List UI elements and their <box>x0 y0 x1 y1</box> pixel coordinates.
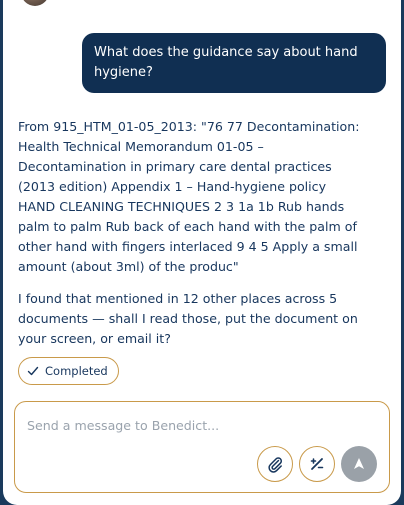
chat-panel <box>3 0 401 505</box>
avatar <box>21 0 49 6</box>
message-input[interactable] <box>27 414 367 436</box>
assistant-paragraph-followup: I found that mentioned in 12 other places across 5 documents — shall I read those, put the document on your screen, or email it? <box>18 291 358 346</box>
message-composer <box>14 401 390 493</box>
assistant-paragraph-quote: From 915_HTM_01-05_2013: "76 77 Decontamination: Health Technical Memorandum 01-05 – Decontamination in primary care dental practices (2013 edition) Appendix 1 – Hand-hygiene policy HAND CLEANING TECHNIQUES 2 3 1a 1b Rub hands palm to palm Rub back of each hand with the palm of other hand with fingers interlaced 9 4 5 Apply a small amount (about 3ml) of the produc" <box>18 119 360 274</box>
percent-tools-icon <box>308 455 326 473</box>
send-button[interactable] <box>341 446 377 482</box>
attach-button[interactable] <box>257 446 293 482</box>
assistant-message <box>18 117 368 349</box>
send-arrow-icon <box>350 455 368 473</box>
tools-button[interactable] <box>299 446 335 482</box>
paperclip-icon <box>266 455 284 473</box>
status-badge <box>18 357 119 385</box>
status-label: Completed <box>45 364 108 378</box>
user-message-text: What does the guidance say about hand hygiene? <box>94 45 358 80</box>
check-icon <box>27 365 39 377</box>
user-message-bubble <box>82 33 386 93</box>
